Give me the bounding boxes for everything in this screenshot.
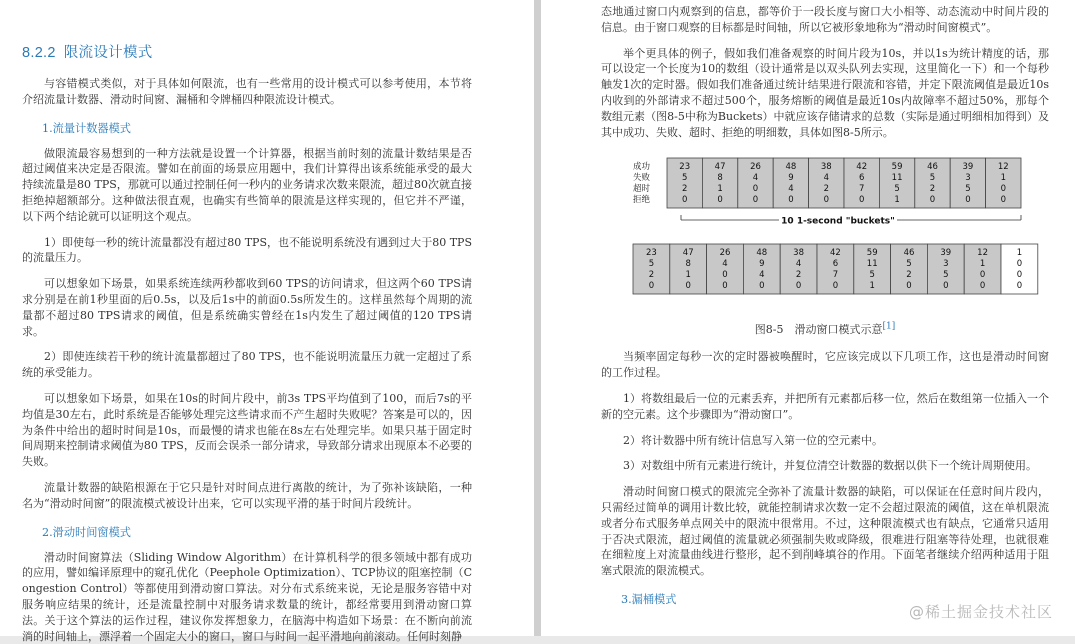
paragraph: 滑动时间窗口模式的限流完全弥补了流量计数器的缺陷，可以保证在任意时间片段内，只需经过简单的调用计数比较，就能控制请求次数一定不会超过限流的阈值，这在单机限流或者分布式服务单点网关中的限流中很常用。不过，这种限流模式也有缺点，它通常只适用于否决式限流，超过阈值的流量就必须强制失败或降级，很难进行阻塞等待处理，也就很难在细粒度上对流量曲线进行整形，起不到削峰填谷的作用。下面笔者继续介绍两种适用于阻塞式限流的限流模式。 — [601, 485, 1049, 578]
bucket-value: 5 — [681, 173, 688, 184]
bucket-value: 2 — [929, 184, 936, 195]
paragraph: 态地通过窗口内观察到的信息，都等价于一段长度与窗口大小相等、动态流动中时间片段的信息。由于窗口观察的目标都是时间轴，所以它被形象地称为“滑动时间窗模式”。 — [601, 5, 1049, 34]
bucket-value: 0 — [929, 195, 936, 206]
paragraph: 做限流最容易想到的一种方法就是设置一个计算器，根据当前时刻的流量计数结果是否超过阈值来决定是否限流。譬如在前面的场景应用题中，我们计算得出该系统能承受的最大持续流量是80 TPS，那就可以通过控制任何一秒内的业务请求次数来限流，超过80次就直接拒绝掉超额部分。这种做法很直观，也确实有些简单的限流是这样实现的，但它并不严谨，以下两个结论就可以证明这个观点。 — [22, 146, 472, 223]
bucket-value: 59 — [866, 248, 878, 259]
bucket-value: 4 — [795, 259, 802, 270]
row-label: 超时 — [633, 184, 651, 195]
bucket-value: 48 — [785, 162, 797, 173]
bucket-value: 0 — [943, 281, 949, 292]
bucket-value: 4 — [752, 173, 759, 184]
bucket-value: 0 — [788, 195, 794, 206]
bucket-value: 46 — [903, 248, 915, 259]
bucket-value: 46 — [927, 162, 938, 173]
bucket-value: 0 — [685, 281, 691, 292]
bucket-value: 0 — [717, 195, 723, 206]
bucket-value: 5 — [869, 270, 875, 281]
bucket-value: 47 — [682, 248, 694, 259]
bucket-value: 2 — [823, 184, 830, 195]
bucket-value: 0 — [722, 270, 728, 281]
bucket-value: 39 — [940, 248, 952, 259]
paragraph: 2）将计数器中所有统计信息写入第一位的空元素中。 — [623, 433, 883, 447]
bucket-value: 11 — [891, 173, 903, 184]
bucket-value: 8 — [717, 173, 723, 184]
bucket-value: 48 — [756, 248, 768, 259]
paragraph: 可以想象如下场景，如果在10s的时间片段中，前3s TPS平均值到了100，而后7s的平均值是30左右，此时系统是否能够处理完这些请求而不产生超时失败呢？答案是可以的，因为条件中给出的超时时间是10s，而最慢的请求也能在8s左右处理完毕。如果只基于固定时间周期来控制请求阈值为80 TPS，反而会误杀一部分请求，导致部分请求出现原本不必要的失败。 — [22, 391, 472, 469]
bucket-value: 0 — [906, 281, 912, 292]
section-number: 8.2.2 — [22, 45, 56, 61]
bucket-value: 42 — [856, 162, 868, 173]
figure-sliding-window — [631, 156, 1041, 311]
paragraph: 1）将数组最后一位的元素丢弃，并把所有元素都后移一位，然后在数组第一位插入一个新的空元素。这个步骤即为“滑动窗口”。 — [601, 391, 1049, 421]
bucket-value: 0 — [722, 281, 728, 292]
bucket-value: 0 — [648, 281, 655, 292]
bucket-value: 0 — [795, 281, 802, 292]
bucket-value: 39 — [962, 162, 974, 173]
bucket-value: 59 — [891, 162, 903, 173]
bucket-value: 11 — [866, 259, 878, 270]
bucket-value: 0 — [979, 270, 986, 281]
bucket-value: 4 — [788, 184, 794, 195]
bucket-value: 5 — [943, 270, 949, 281]
section-title: 限流设计模式 — [63, 45, 153, 61]
bucket-value: 5 — [894, 184, 900, 195]
bucket-value: 42 — [829, 248, 841, 259]
bucket-value: 0 — [1016, 259, 1023, 270]
subsection-title-sliding-window: 2.滑动时间窗模式 — [42, 525, 131, 539]
bucket-value: 38 — [793, 248, 805, 259]
footnote-link[interactable]: [1] — [882, 321, 896, 332]
bucket-value: 5 — [648, 259, 655, 270]
sliding-window-diagram — [631, 156, 1041, 311]
bucket-value: 0 — [752, 184, 759, 195]
bucket-value: 0 — [1000, 184, 1007, 195]
row-label: 成功 — [633, 162, 651, 173]
bucket-value: 4 — [823, 173, 830, 184]
bucket-value: 23 — [679, 162, 691, 173]
bucket-value: 1 — [1016, 248, 1023, 259]
paragraph: 2）即使连续若干秒的统计流量都超过了80 TPS，也不能说明流量压力就一定超过了系统的承受能力。 — [22, 350, 472, 380]
bucket-value: 0 — [681, 195, 688, 206]
bucket-value: 6 — [832, 259, 839, 270]
figure-caption — [601, 321, 1049, 337]
bucket-value: 4 — [722, 259, 728, 270]
paragraph: 滑动时间窗算法（Sliding Window Algorithm）在计算机科学的很多领域中都有成功的应用，譬如编译原理中的窥孔优化（Peephole Optimization）、TCP协议的阻塞控制（Congestion Control）等都使用到滑动窗口算法。对分布式系统来说，无论是服务容错中对服务响应结果的统计，还是流量控制中对服务请求数量的统计，都经常要用到滑动窗口算法。关于这个算法的运作过程，建议你发挥想象力，在脑海中构造如下场景：在不断向前流淌的时间轴上，漂浮着一个固定大小的窗口，窗口与时间一起平滑地向前滚动。任何时刻静 — [22, 550, 472, 643]
bucket-value: 5 — [929, 173, 936, 184]
bucket-value: 1 — [979, 259, 986, 270]
left-page — [0, 0, 534, 643]
bucket-value: 1 — [869, 281, 875, 292]
bucket-value: 0 — [1000, 195, 1007, 206]
paragraph: 3）对数组中所有元素进行统计，并复位清空计数器的数据以供下一个统计周期使用。 — [623, 459, 1037, 473]
bucket-value: 0 — [965, 195, 971, 206]
bucket-value: 0 — [1016, 281, 1023, 292]
bucket-value: 1 — [1000, 173, 1007, 184]
bucket-value: 5 — [965, 184, 971, 195]
bucket-value: 8 — [685, 259, 691, 270]
paragraph: 1）即使每一秒的统计流量都没有超过80 TPS，也不能说明系统没有遇到过大于80 TPS的流量压力。 — [22, 235, 472, 265]
bucket-value: 5 — [906, 259, 912, 270]
bucket-value: 26 — [719, 248, 731, 259]
bucket-value: 26 — [750, 162, 761, 173]
right-page — [541, 0, 1075, 636]
subsection-title-counter: 1.流量计数器模式 — [42, 121, 131, 135]
watermark: @稀土掘金技术社区 — [908, 603, 1053, 621]
bucket-value: 1 — [717, 184, 723, 195]
paragraph: 举个更具体的例子，假如我们准备观察的时间片段为10s，并以1s为统计精度的话，那可以设定一个长度为10的数组（设计通常是以双头队列去实现，这里简化一下）和一个每秒触发1次的定时器。假如我们准备通过统计结果进行限流和容错，并定下限流阈值是最近10s内收到的外部请求不超过500个，服务熔断的阈值是最近10s内故障率不超过50%，那每个数组元素（图8-5中称为Buckets）中就应该存储请求的总数（实际是通过明细相加得到）及其中成功、失败、超时、拒绝的明细数，具体如图8-5所示。 — [601, 46, 1049, 139]
bracket-label: 10 1-second "buckets" — [781, 216, 895, 227]
bucket-value: 4 — [759, 270, 765, 281]
bucket-value: 12 — [977, 248, 989, 259]
subsection-title-leaky-bucket: 3.漏桶模式 — [621, 592, 677, 606]
paragraph: 可以想象如下场景，如果系统连续两秒都收到60 TPS的访问请求，但这两个60 TPS请求分别是在前1秒里面的后0.5s，以及后1s中的前面0.5s所发生的。这样虽然每个周期的流量都不超过80 TPS请求的阈值，但是系统确实曾经在1s内发生了超过阈值的120 TPS请求。 — [22, 277, 472, 338]
bucket-value: 9 — [788, 173, 794, 184]
bucket-value: 23 — [645, 248, 657, 259]
row-label: 失败 — [633, 173, 651, 184]
bucket-value: 7 — [858, 184, 865, 195]
bucket-value: 0 — [759, 281, 765, 292]
bucket-value: 0 — [832, 281, 839, 292]
bucket-value: 0 — [823, 195, 830, 206]
bucket-value: 0 — [1016, 270, 1023, 281]
bucket-value: 9 — [759, 259, 765, 270]
bucket-value: 6 — [858, 173, 865, 184]
bucket-value: 12 — [997, 162, 1009, 173]
paragraph: 当频率固定每秒一次的定时器被唤醒时，它应该完成以下几项工作，这也是滑动时间窗的工作过程。 — [601, 350, 1049, 380]
row-label: 拒绝 — [633, 195, 651, 206]
bucket-value: 1 — [685, 270, 691, 281]
intro-paragraph: 与容错模式类似，对于具体如何限流，也有一些常用的设计模式可以参考使用，本节将介绍流量计数器、滑动时间窗、漏桶和令牌桶四种限流设计模式。 — [22, 77, 472, 106]
bucket-value: 0 — [979, 281, 986, 292]
bucket-value: 2 — [906, 270, 912, 281]
bucket-value: 3 — [965, 173, 971, 184]
bucket-value: 47 — [714, 162, 726, 173]
bucket-value: 3 — [943, 259, 949, 270]
bucket-value: 2 — [795, 270, 802, 281]
bucket-value: 7 — [832, 270, 839, 281]
section-heading — [22, 41, 472, 62]
bucket-value: 1 — [894, 195, 900, 206]
bucket-value: 2 — [648, 270, 655, 281]
caption-text: 图8-5 滑动窗口模式示意 — [754, 323, 883, 337]
bucket-value: 0 — [858, 195, 865, 206]
page-gutter — [534, 0, 541, 636]
bucket-value: 0 — [752, 195, 759, 206]
paragraph: 流量计数器的缺陷根源在于它只是针对时间点进行离散的统计，为了弥补该缺陷，一种名为“滑动时间窗”的限流模式被设计出来，它可以实现平滑的基于时间片段统计。 — [22, 480, 472, 510]
bucket-value: 38 — [820, 162, 832, 173]
bucket-value: 2 — [681, 184, 688, 195]
